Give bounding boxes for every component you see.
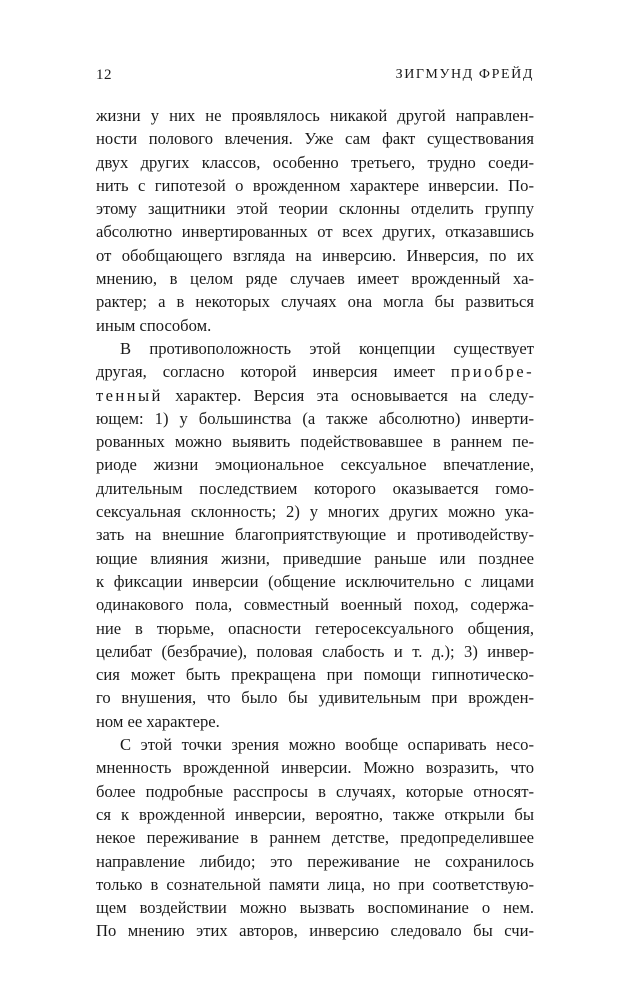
- text-line: длительным последствием которого оказывается гомо-: [96, 478, 534, 498]
- text-line: сексуальная склонность; 2) у многих других можно ука-: [96, 502, 534, 522]
- emphasized-word: тенный: [96, 385, 163, 405]
- text-line: щем воздействии можно вызвать воспоминание о нем.: [96, 898, 534, 918]
- text-fragment: характер. Версия эта основывается на следу-: [175, 385, 534, 405]
- emphasized-word: приобре-: [450, 362, 534, 382]
- text-line: ние в тюрьме, опасности гетеросексуального общения,: [96, 618, 534, 638]
- text-fragment: другая, согласно которой инверсия имеет: [96, 362, 435, 382]
- body-text: [96, 104, 534, 943]
- text-line: По мнению этих авторов, инверсию следовало бы счи-: [96, 921, 534, 941]
- page-header: [96, 60, 534, 94]
- text-line: [96, 384, 534, 407]
- text-line: го внушения, что было бы удивительным при врожден-: [96, 688, 534, 708]
- text-line: рованных можно выявить подействовавшее в раннем пе-: [96, 432, 534, 452]
- text-line: абсолютно инвертированных от всех других, отказавшись: [96, 222, 534, 242]
- text-line: нить с гипотезой о врожденном характере инверсии. По-: [96, 175, 534, 195]
- text-line: ности полового влечения. Уже сам факт существования: [96, 129, 534, 149]
- text-line: ся к врожденной инверсии, вероятно, также открыли бы: [96, 804, 534, 824]
- text-line: только в сознательной памяти лица, но при соответствую-: [96, 874, 534, 894]
- text-line: ном ее характере.: [96, 711, 220, 731]
- text-line: более подробные расспросы в случаях, которые относят-: [96, 781, 534, 801]
- text-line: жизни у них не проявлялось никакой другой направлен-: [96, 106, 534, 125]
- text-line: направление либидо; это переживание не сохранилось: [96, 851, 534, 871]
- text-line: рактер; а в некоторых случаях она могла бы развиться: [96, 292, 534, 312]
- text-line: мненность врожденной инверсии. Можно возразить, что: [96, 758, 534, 778]
- text-line: этому защитники этой теории склонны отделить группу: [96, 199, 534, 219]
- book-page: [96, 60, 534, 943]
- text-line: риоде жизни эмоциональное сексуальное впечатление,: [96, 455, 534, 475]
- text-line: С этой точки зрения можно вообще оспаривать несо-: [120, 735, 534, 755]
- text-line: ющие влияния жизни, приведшие раньше или позднее: [96, 548, 534, 568]
- text-line: некое переживание в раннем детстве, предопределившее: [96, 828, 534, 848]
- text-line: зать на внешние благоприятствующие и противодейству-: [96, 525, 534, 545]
- text-line: целибат (безбрачие), половая слабость и т. д.); 3) инвер-: [96, 641, 534, 661]
- text-line: одинакового пола, совместный военный поход, содержа-: [96, 595, 534, 615]
- text-line: от обобщающего взгляда на инверсию. Инверсия, по их: [96, 245, 534, 265]
- text-line: [96, 360, 534, 383]
- text-line: сия может быть прекращена при помощи гипнотическо-: [96, 665, 534, 685]
- page-number: 12: [96, 67, 112, 83]
- text-line: иным способом.: [96, 315, 212, 335]
- text-line: мнению, в целом ряде случаев имеет врожденный ха-: [96, 269, 534, 289]
- running-head: ЗИГМУНД ФРЕЙД: [395, 67, 534, 82]
- text-line: к фиксации инверсии (общение исключительно с лицами: [96, 571, 534, 591]
- text-line: В противоположность этой концепции существует: [120, 338, 534, 358]
- text-line: двух других классов, особенно третьего, трудно соеди-: [96, 152, 534, 172]
- text-line: ющем: 1) у большинства (а также абсолютно) инверти-: [96, 408, 534, 428]
